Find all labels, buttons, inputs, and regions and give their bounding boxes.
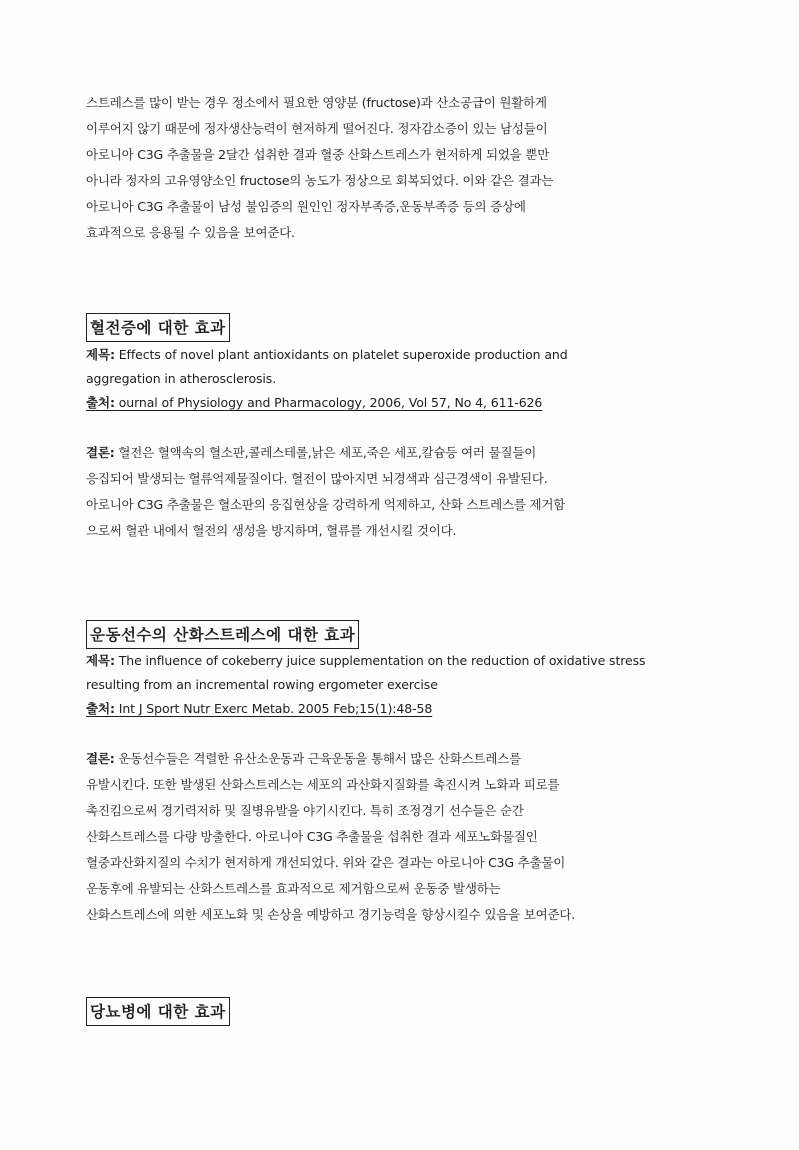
title-label: 제목:	[86, 653, 115, 668]
conclusion-text: 운동후에 유발되는 산화스트레스를 효과적으로 제거함으로써 운동중 발생하는	[86, 881, 501, 896]
source-label: 출처:	[86, 395, 115, 410]
conclusion-text: 혈중과산화지질의 수치가 현저하게 개선되었다. 위와 같은 결과는 아로니아 C3G 추출물이	[86, 855, 566, 870]
intro-paragraph	[86, 90, 701, 246]
section1-conclusion	[86, 440, 701, 544]
section-heading-thrombosis: 혈전증에 대한 효과	[86, 313, 230, 342]
conclusion-label: 결론:	[86, 445, 115, 460]
title-text: aggregation in atherosclerosis.	[86, 371, 277, 386]
title-label: 제목:	[86, 347, 115, 362]
conclusion-text: 산화스트레스를 다량 방출한다. 아로니아 C3G 추출물을 섭취한 결과 세포노화물질인	[86, 829, 538, 844]
intro-line: 스트레스를 많이 받는 경우 정소에서 필요한 영양분 (fructose)과 산소공급이 원활하게	[86, 95, 547, 110]
title-text: Effects of novel plant antioxidants on platelet superoxide production and	[118, 347, 568, 362]
intro-line: 이루어지 않기 때문에 정자생산능력이 현저하게 떨어진다. 정자감소증이 있는 남성들이	[86, 121, 548, 136]
title-text: The influence of cokeberry juice supplementation on the reduction of oxidative stress	[118, 653, 646, 668]
conclusion-text: 촉진킴으로써 경기력저하 및 질병유발을 야기시킨다. 특히 조정경기 선수들은 순간	[86, 803, 524, 818]
conclusion-label: 결론:	[86, 751, 115, 766]
source-text: Int J Sport Nutr Exerc Metab. 2005 Feb;15(1):48-58	[118, 701, 433, 716]
source-text: ournal of Physiology and Pharmacology, 2006, Vol 57, No 4, 611-626	[118, 395, 543, 410]
intro-line: 아니라 정자의 고유영양소인 fructose의 농도가 정상으로 회복되었다. 이와 같은 결과는	[86, 173, 554, 188]
intro-line: 효과적으로 응용될 수 있음을 보여준다.	[86, 225, 295, 240]
conclusion-text: 아로니아 C3G 추출물은 혈소판의 응집현상을 강력하게 억제하고, 산화 스트레스를 제거함	[86, 497, 566, 512]
conclusion-text: 산화스트레스에 의한 세포노화 및 손상을 예방하고 경기능력을 향상시킬수 있음을 보여준다.	[86, 907, 575, 922]
section2-conclusion	[86, 746, 701, 928]
section1-title-block	[86, 343, 706, 415]
intro-line: 아로니아 C3G 추출물을 2달간 섭취한 결과 혈중 산화스트레스가 현저하게 되었을 뿐만	[86, 147, 550, 162]
conclusion-text: 유발시킨다. 또한 발생된 산화스트레스는 세포의 과산화지질화를 촉진시켜 노화과 피로를	[86, 777, 560, 792]
section-heading-diabetes: 당뇨병에 대한 효과	[86, 997, 230, 1026]
conclusion-text: 으로써 혈관 내에서 혈전의 생성을 방지하며, 혈류를 개선시킬 것이다.	[86, 523, 457, 538]
intro-line: 아로니아 C3G 추출물이 남성 불임증의 원인인 정자부족증,운동부족증 등의 증상에	[86, 199, 526, 214]
title-text: resulting from an incremental rowing ergometer exercise	[86, 677, 438, 692]
conclusion-text: 응집되어 발생되는 혈류억제물질이다. 혈전이 많아지면 뇌경색과 심근경색이 유발된다.	[86, 471, 548, 486]
section-heading-athlete-oxidative-stress: 운동선수의 산화스트레스에 대한 효과	[86, 620, 359, 649]
conclusion-text: 운동선수들은 격렬한 유산소운동과 근육운동을 통해서 많은 산화스트레스를	[118, 751, 521, 766]
conclusion-text: 혈전은 혈액속의 혈소판,콜레스테롤,낡은 세포,죽은 세포,칼슘등 여러 물질들이	[118, 445, 537, 460]
section2-title-block	[86, 649, 706, 721]
source-label: 출처:	[86, 701, 115, 716]
